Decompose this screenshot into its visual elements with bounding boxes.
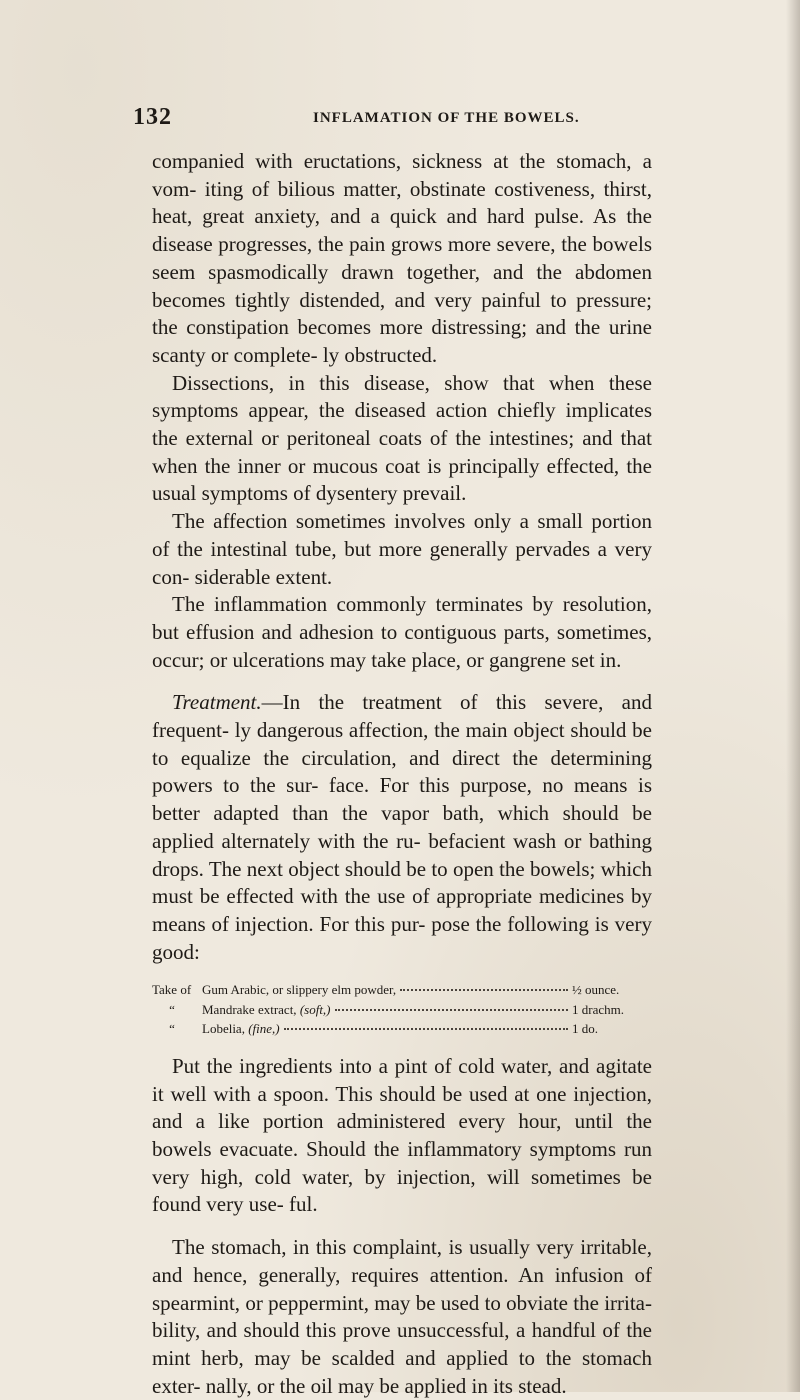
paragraph-dissections: Dissections, in this disease, show that when these symptoms appear, the diseased action chiefly implicates the external or peritoneal coats of the intestines; and that when the inner or mucous coat is principally effected, the usual symptoms of dysentery prevail. [152, 370, 652, 506]
recipe-ingredient [202, 1000, 331, 1020]
recipe-quantity [572, 980, 652, 1000]
ingredient-name: Lobelia, [202, 1021, 249, 1037]
recipe-quantity [572, 1000, 652, 1020]
paragraph-affection: The affection sometimes involves only a small portion of the intestinal tube, but more generally pervades a very con- siderable extent. [152, 509, 652, 589]
page-header [133, 104, 653, 134]
paragraph-inflammation: The inflammation commonly terminates by resolution, but effusion and adhesion to contiguous parts, sometimes, occur; or ulcerations may take place, or gangrene set in. [152, 592, 652, 672]
body-text [152, 148, 652, 1400]
recipe-item [152, 1019, 652, 1039]
quantity-value: ½ [572, 982, 582, 998]
quantity-unit: drachm. [581, 1001, 624, 1017]
recipe-list [152, 980, 652, 1039]
dot-leader [335, 999, 568, 1011]
recipe-prefix: “ [169, 1001, 175, 1017]
quantity-value: 1 [572, 1001, 579, 1017]
quantity-value: 1 [572, 1021, 579, 1037]
recipe-item [152, 1000, 652, 1020]
ingredient-qualifier: (fine,) [248, 1021, 280, 1037]
recipe-prefix: “ [169, 1021, 175, 1037]
running-head: INFLAMATION OF THE BOWELS. [313, 110, 580, 126]
ingredient-name: Gum Arabic, or slippery elm powder, [202, 982, 397, 998]
quantity-unit: do. [581, 1021, 598, 1037]
page-edge-shadow [786, 0, 800, 1392]
treatment-text: —In the treatment of this severe, and frequent- ly dangerous affection, the main object should be to equalize the circulation, and direct the determining powers to the sur- face. For this purpose, no means is better adapted than the vapor bath, which should be applied alternately with the ru- befacient wash or bathing drops. The next object should be to open the bowels; which must be effected with the use of appropriate medicines by means of injection. For this pur- pose the following is very good: [152, 690, 652, 964]
ingredient-qualifier: (soft,) [299, 1001, 331, 1017]
recipe-ingredient [202, 1019, 280, 1039]
quantity-unit: ounce. [585, 982, 620, 998]
treatment-heading: Treatment. [172, 690, 262, 715]
paragraph-stomach: The stomach, in this complaint, is usually very irritable, and hence, generally, requires attention. An infusion of spearmint, or peppermint, may be used to obviate the irrita- bility, and should this prove unsuccessful, a handful of the mint herb, may be scalded and applied to the stomach exter- nally, or the oil may be applied in its stead. [152, 1235, 652, 1398]
ingredient-name: Mandrake extract, [202, 1001, 300, 1017]
recipe-prefix: Take of [152, 982, 192, 998]
paragraph-continuation: companied with eructations, sickness at the stomach, a vom- iting of bilious matter, obstinate costiveness, thirst, heat, great anxiety, and a quick and hard pulse. As the disease progresses, the pain grows more severe, the bowels seem spasmodically drawn together, and the abdomen becomes tightly distended, and very painful to pressure; the constipation becomes more distressing; and the urine scanty or complete- ly obstructed. [152, 149, 652, 367]
page-number: 132 [133, 104, 172, 130]
recipe-quantity [572, 1019, 652, 1039]
dot-leader [284, 1018, 568, 1030]
recipe-item [152, 980, 652, 1000]
paragraph-treatment [152, 689, 652, 966]
dot-leader [400, 979, 568, 991]
recipe-ingredient [202, 980, 396, 1000]
paragraph-instructions: Put the ingredients into a pint of cold water, and agitate it well with a spoon. This should be used at one injection, and a like portion administered every hour, until the bowels evacuate. Should the inflammatory symptoms run very high, cold water, by injection, will sometimes be found very use- ful. [152, 1053, 652, 1217]
